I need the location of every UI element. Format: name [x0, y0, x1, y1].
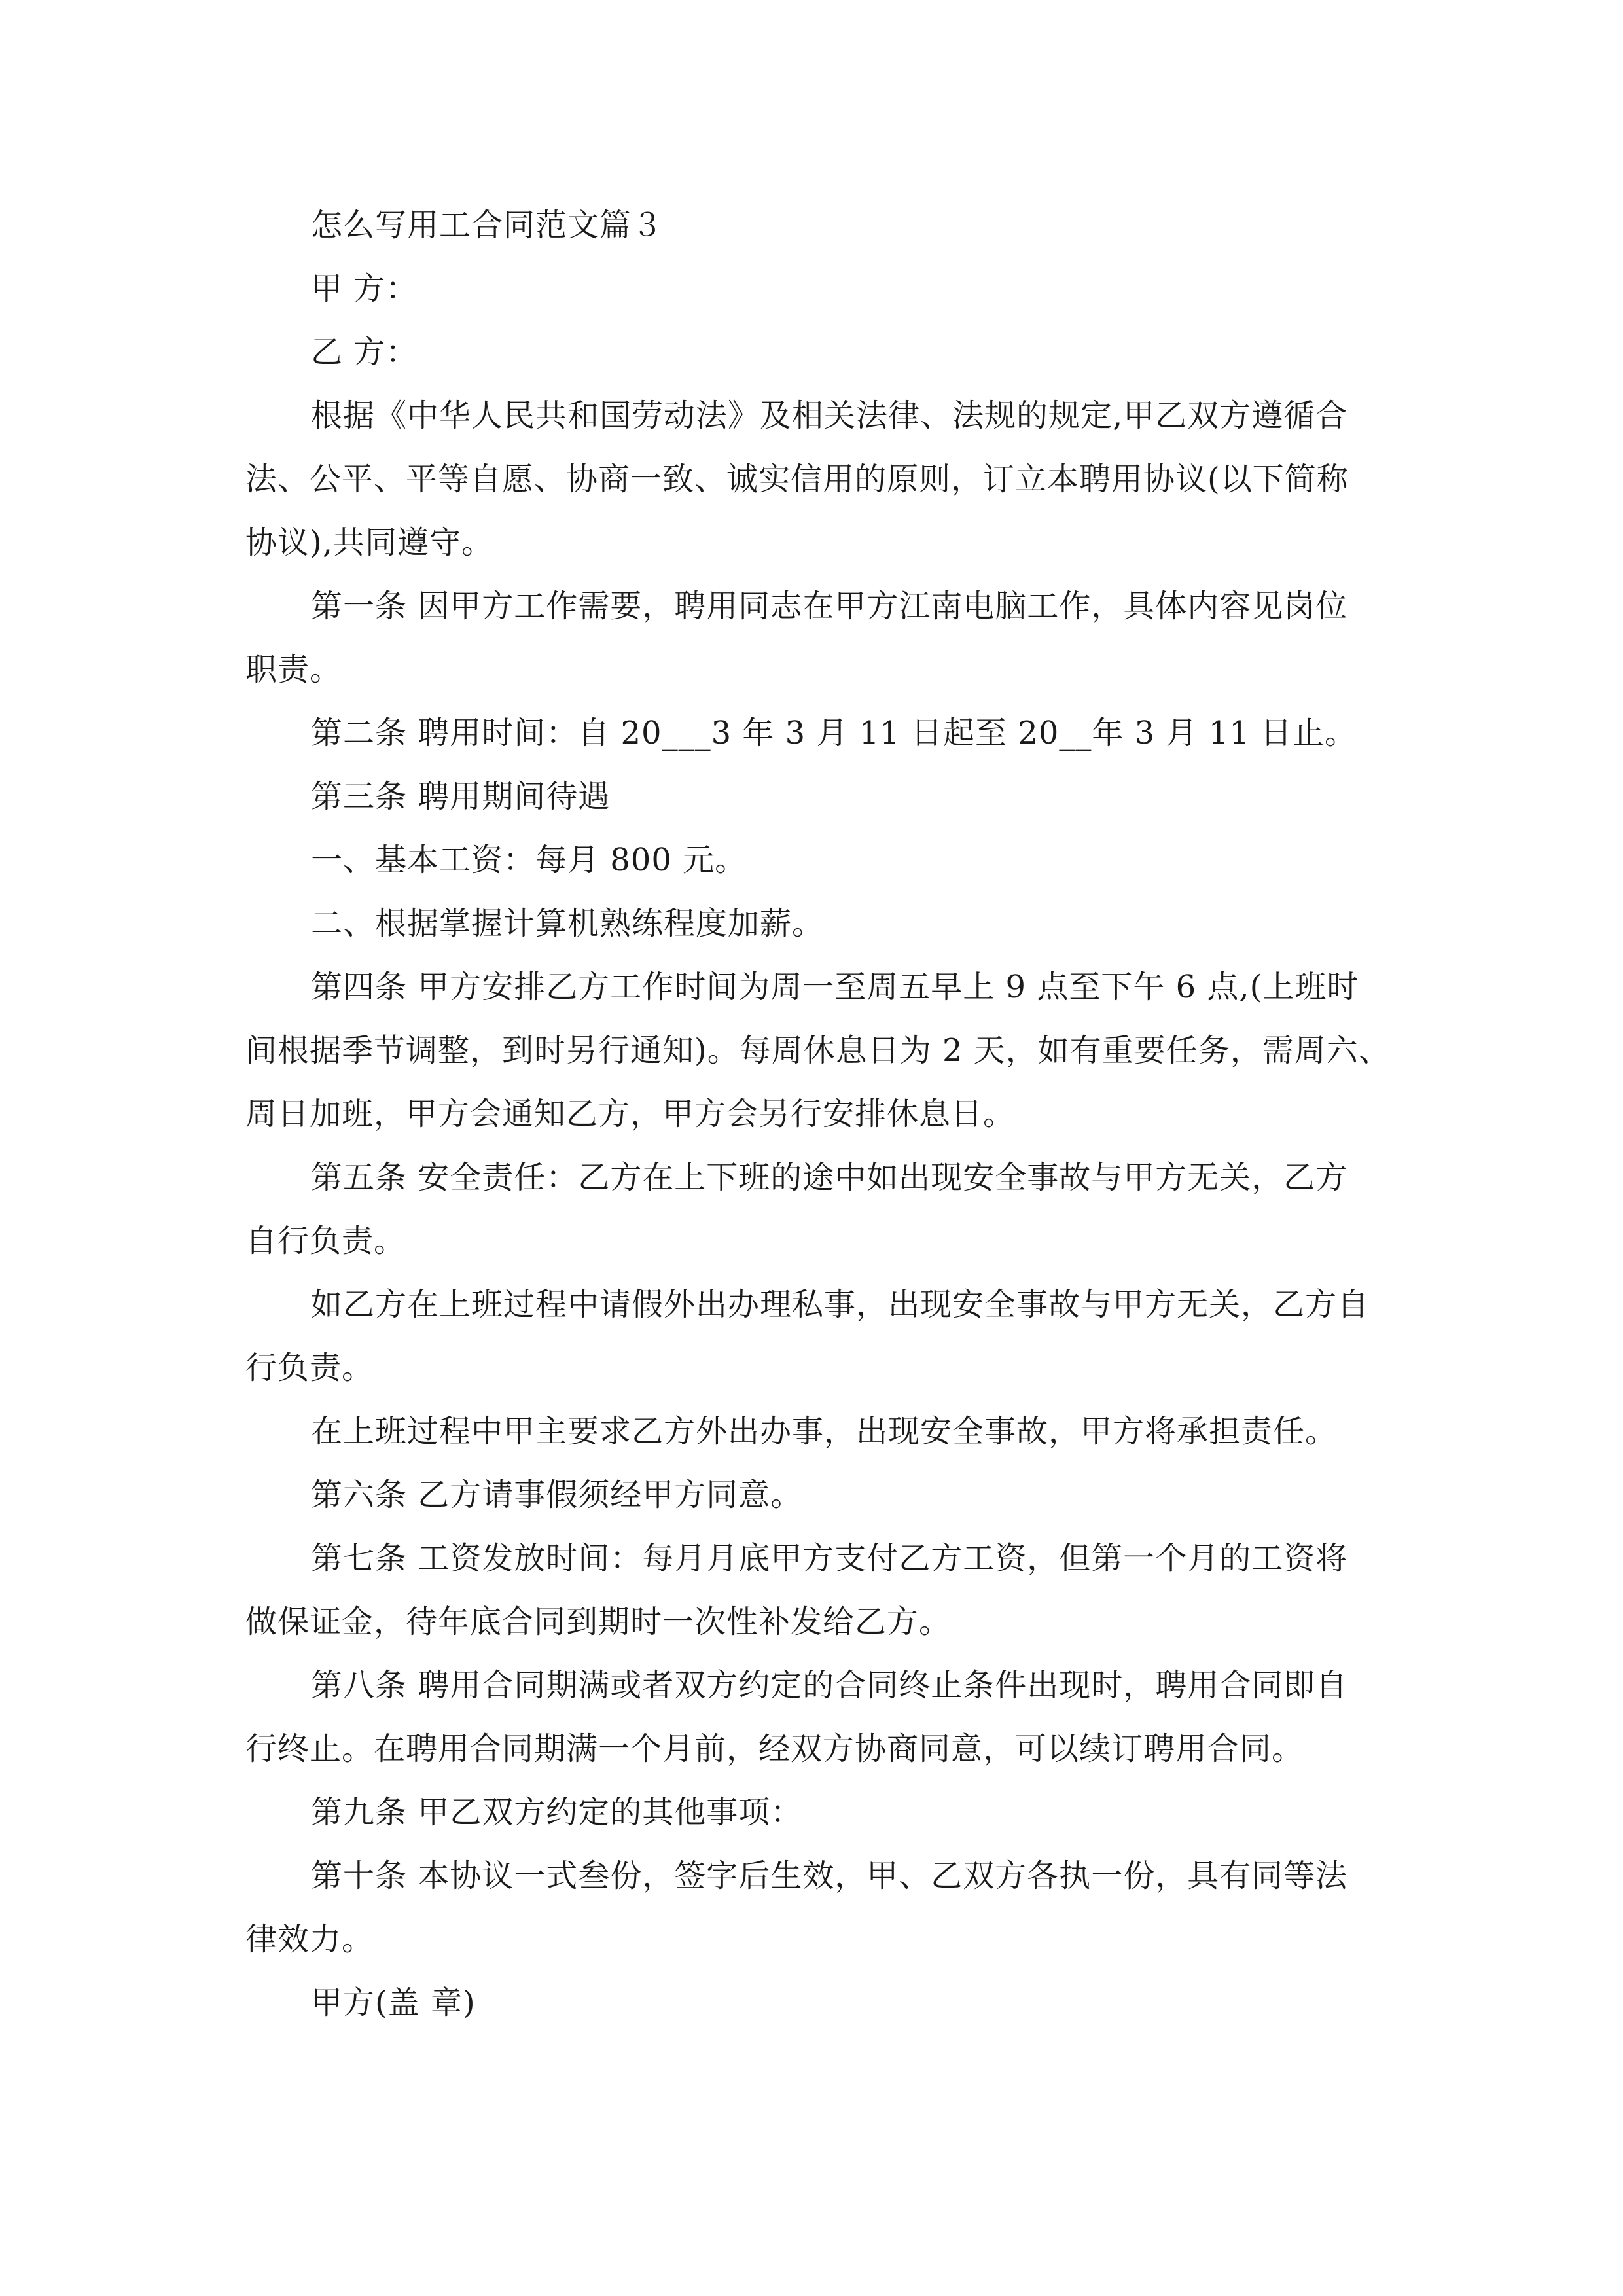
text-line: 第二条 聘用时间：自 20___3 年 3 月 11 日起至 20__年 3 月 11 日止。: [311, 715, 1357, 751]
text-line: 根据《中华人民共和国劳动法》及相关法律、法规的规定,甲乙双方遵循合: [311, 397, 1348, 434]
text-line: 在上班过程中甲主要求乙方外出办事，出现安全事故，甲方将承担责任。: [311, 1413, 1338, 1450]
party-b-line: 乙 方：: [311, 334, 418, 370]
text-line: 职责。: [245, 651, 342, 688]
text-line: 一、基本工资：每月 800 元。: [311, 842, 747, 878]
text-line: 行负责。: [245, 1350, 374, 1386]
document-body: [245, 194, 1391, 2035]
text-line: 协议),共同遵守。: [245, 524, 493, 561]
text-line: 间根据季节调整，到时另行通知)。每周休息日为 2 天，如有重要任务，需周六、: [245, 1032, 1391, 1069]
text-line: 第十条 本协议一式叁份，签字后生效，甲、乙双方各执一份，具有同等法: [311, 1857, 1348, 1894]
text-line: 做保证金，待年底合同到期时一次性补发给乙方。: [245, 1604, 952, 1640]
text-line: 如乙方在上班过程中请假外出办理私事，出现安全事故与甲方无关，乙方自: [311, 1286, 1370, 1323]
text-line: 周日加班，甲方会通知乙方，甲方会另行安排休息日。: [245, 1096, 1016, 1132]
text-line: 第三条 聘用期间待遇: [311, 778, 611, 815]
text-line: 第八条 聘用合同期满或者双方约定的合同终止条件出现时，聘用合同即自: [311, 1667, 1348, 1704]
document-title: 怎么写用工合同范文篇３: [311, 207, 664, 243]
text-line: 第九条 甲乙双方约定的其他事项：: [311, 1794, 803, 1831]
text-line: 自行负责。: [245, 1223, 406, 1259]
text-line: 第一条 因甲方工作需要，聘用同志在甲方江南电脑工作，具体内容见岗位: [311, 588, 1348, 624]
text-line: 二、根据掌握计算机熟练程度加薪。: [311, 905, 825, 942]
text-line: 法、公平、平等自愿、协商一致、诚实信用的原则，订立本聘用协议(以下简称: [245, 461, 1349, 497]
text-line: 第七条 工资发放时间：每月月底甲方支付乙方工资，但第一个月的工资将: [311, 1540, 1348, 1577]
text-line: 第五条 安全责任：乙方在上下班的途中如出现安全事故与甲方无关，乙方: [311, 1159, 1348, 1196]
party-a-line: 甲 方：: [311, 270, 418, 307]
text-line: 行终止。在聘用合同期满一个月前，经双方协商同意，可以续订聘用合同。: [245, 1731, 1304, 1767]
text-line: 第六条 乙方请事假须经甲方同意。: [311, 1477, 803, 1513]
signature-line: 甲方(盖 章): [311, 1984, 476, 2021]
text-line: 第四条 甲方安排乙方工作时间为周一至周五早上 9 点至下午 6 点,(上班时: [311, 969, 1359, 1005]
text-line: 律效力。: [245, 1921, 374, 1958]
